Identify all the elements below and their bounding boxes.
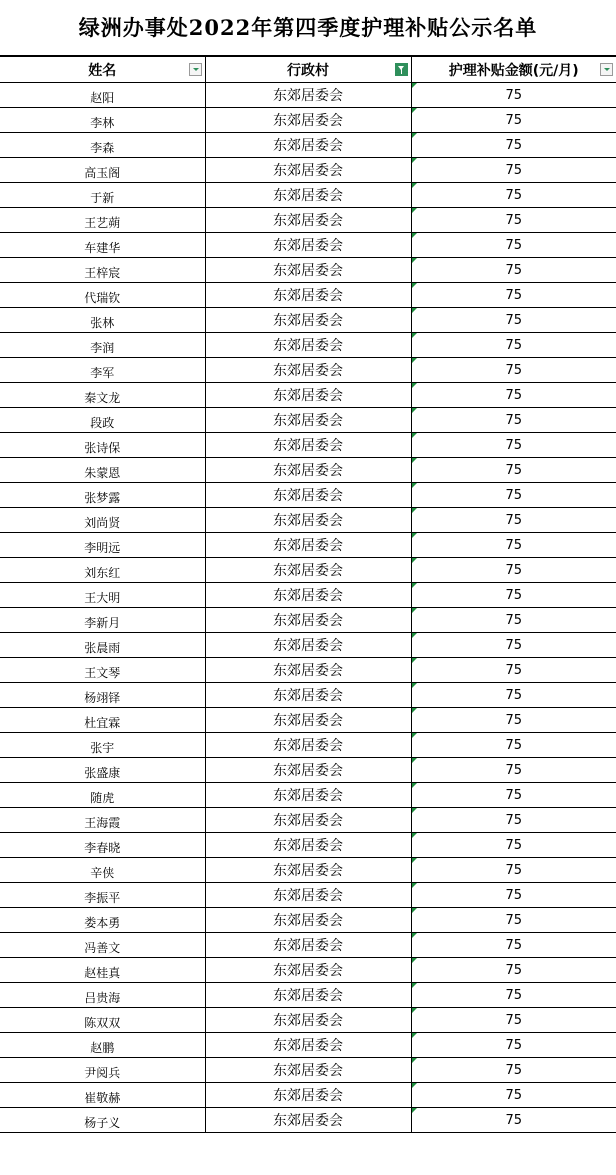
- table-row: [0, 458, 616, 483]
- cell-amount-value: 75: [505, 862, 523, 878]
- table-row: [0, 383, 616, 408]
- cell-village[interactable]: 东郊居委会: [205, 158, 411, 183]
- green-triangle-flag-icon: [412, 833, 417, 838]
- cell-amount-value: 75: [505, 612, 523, 628]
- cell-name[interactable]: 陈双双: [0, 1008, 205, 1033]
- cell-amount[interactable]: [411, 808, 616, 833]
- green-triangle-flag-icon: [412, 908, 417, 913]
- green-triangle-flag-icon: [412, 433, 417, 438]
- cell-name[interactable]: 张梦露: [0, 483, 205, 508]
- cell-village[interactable]: 东郊居委会: [205, 783, 411, 808]
- cell-amount-value: 75: [505, 537, 523, 553]
- cell-amount[interactable]: [411, 483, 616, 508]
- cell-name[interactable]: 张晨雨: [0, 633, 205, 658]
- green-triangle-flag-icon: [412, 283, 417, 288]
- cell-amount-value: 75: [505, 887, 523, 903]
- green-triangle-flag-icon: [412, 658, 417, 663]
- cell-amount[interactable]: [411, 983, 616, 1008]
- table-row: [0, 533, 616, 558]
- header-row: [0, 57, 616, 83]
- table-row: [0, 708, 616, 733]
- cell-name[interactable]: 王大明: [0, 583, 205, 608]
- cell-name[interactable]: 尹阅兵: [0, 1058, 205, 1083]
- cell-name[interactable]: 段政: [0, 408, 205, 433]
- cell-amount-value: 75: [505, 462, 523, 478]
- cell-name[interactable]: 李润: [0, 333, 205, 358]
- cell-amount-value: 75: [505, 412, 523, 428]
- table-row: [0, 1108, 616, 1133]
- table-row: [0, 133, 616, 158]
- cell-village[interactable]: 东郊居委会: [205, 983, 411, 1008]
- cell-name[interactable]: 吕贵海: [0, 983, 205, 1008]
- cell-amount[interactable]: [411, 833, 616, 858]
- green-triangle-flag-icon: [412, 358, 417, 363]
- cell-amount[interactable]: [411, 908, 616, 933]
- table-row: [0, 108, 616, 133]
- green-triangle-flag-icon: [412, 333, 417, 338]
- cell-name[interactable]: 张盛康: [0, 758, 205, 783]
- cell-amount-value: 75: [505, 937, 523, 953]
- cell-amount[interactable]: [411, 258, 616, 283]
- cell-name[interactable]: 赵鹏: [0, 1033, 205, 1058]
- cell-village[interactable]: 东郊居委会: [205, 408, 411, 433]
- cell-amount-value: 75: [505, 837, 523, 853]
- green-triangle-flag-icon: [412, 408, 417, 413]
- cell-village[interactable]: 东郊居委会: [205, 1108, 411, 1133]
- cell-amount[interactable]: [411, 458, 616, 483]
- table-row: [0, 408, 616, 433]
- table-row: [0, 358, 616, 383]
- green-triangle-flag-icon: [412, 683, 417, 688]
- cell-amount[interactable]: [411, 1008, 616, 1033]
- cell-amount[interactable]: [411, 433, 616, 458]
- table-row: [0, 1058, 616, 1083]
- cell-village[interactable]: 东郊居委会: [205, 533, 411, 558]
- green-triangle-flag-icon: [412, 133, 417, 138]
- cell-amount-value: 75: [505, 312, 523, 328]
- table-row: [0, 683, 616, 708]
- cell-amount-value: 75: [505, 362, 523, 378]
- cell-amount-value: 75: [505, 1062, 523, 1078]
- cell-name[interactable]: 赵阳: [0, 83, 205, 108]
- table-row: [0, 233, 616, 258]
- table-row: [0, 1008, 616, 1033]
- cell-name[interactable]: 代瑞钦: [0, 283, 205, 308]
- cell-amount[interactable]: [411, 383, 616, 408]
- cell-amount[interactable]: [411, 233, 616, 258]
- cell-name[interactable]: 王艺蒴: [0, 208, 205, 233]
- cell-amount-value: 75: [505, 212, 523, 228]
- cell-village[interactable]: 东郊居委会: [205, 1033, 411, 1058]
- cell-amount-value: 75: [505, 87, 523, 103]
- cell-village[interactable]: 东郊居委会: [205, 483, 411, 508]
- subsidy-table: [0, 56, 616, 1133]
- cell-amount[interactable]: [411, 108, 616, 133]
- cell-amount-value: 75: [505, 512, 523, 528]
- cell-name[interactable]: 李森: [0, 133, 205, 158]
- table-body: [0, 83, 616, 1133]
- green-triangle-flag-icon: [412, 983, 417, 988]
- green-triangle-flag-icon: [412, 83, 417, 88]
- table-row: [0, 733, 616, 758]
- cell-village[interactable]: 东郊居委会: [205, 383, 411, 408]
- green-triangle-flag-icon: [412, 633, 417, 638]
- green-triangle-flag-icon: [412, 308, 417, 313]
- cell-village[interactable]: 东郊居委会: [205, 1083, 411, 1108]
- cell-amount-value: 75: [505, 637, 523, 653]
- cell-name[interactable]: 张林: [0, 308, 205, 333]
- cell-name[interactable]: 赵桂真: [0, 958, 205, 983]
- cell-amount-value: 75: [505, 587, 523, 603]
- cell-village[interactable]: 东郊居委会: [205, 508, 411, 533]
- cell-name[interactable]: 杨翊铎: [0, 683, 205, 708]
- cell-amount-value: 75: [505, 787, 523, 803]
- cell-name[interactable]: 李振平: [0, 883, 205, 908]
- table-row: [0, 883, 616, 908]
- cell-village[interactable]: 东郊居委会: [205, 1058, 411, 1083]
- green-triangle-flag-icon: [412, 258, 417, 263]
- cell-amount-value: 75: [505, 1037, 523, 1053]
- green-triangle-flag-icon: [412, 108, 417, 113]
- cell-village[interactable]: 东郊居委会: [205, 183, 411, 208]
- cell-amount-value: 75: [505, 437, 523, 453]
- cell-amount[interactable]: [411, 83, 616, 108]
- cell-village[interactable]: 东郊居委会: [205, 758, 411, 783]
- cell-amount-value: 75: [505, 287, 523, 303]
- table-row: [0, 508, 616, 533]
- cell-village[interactable]: 东郊居委会: [205, 333, 411, 358]
- cell-amount-value: 75: [505, 662, 523, 678]
- cell-amount-value: 75: [505, 1087, 523, 1103]
- cell-name[interactable]: 王海霞: [0, 808, 205, 833]
- dropdown-filter-icon[interactable]: [189, 63, 202, 76]
- cell-village[interactable]: 东郊居委会: [205, 108, 411, 133]
- table-row: [0, 958, 616, 983]
- cell-amount[interactable]: [411, 333, 616, 358]
- column-header-name-label: 姓名: [88, 62, 117, 79]
- cell-village[interactable]: 东郊居委会: [205, 658, 411, 683]
- cell-amount[interactable]: [411, 708, 616, 733]
- cell-amount-value: 75: [505, 262, 523, 278]
- table-row: [0, 808, 616, 833]
- green-triangle-flag-icon: [412, 858, 417, 863]
- cell-amount[interactable]: [411, 883, 616, 908]
- table-row: [0, 258, 616, 283]
- cell-village[interactable]: 东郊居委会: [205, 633, 411, 658]
- cell-name[interactable]: 刘尚贤: [0, 508, 205, 533]
- cell-amount[interactable]: [411, 583, 616, 608]
- green-triangle-flag-icon: [412, 583, 417, 588]
- table-row: [0, 308, 616, 333]
- cell-amount[interactable]: [411, 858, 616, 883]
- cell-amount[interactable]: [411, 158, 616, 183]
- cell-name[interactable]: 朱蒙恩: [0, 458, 205, 483]
- cell-amount[interactable]: [411, 958, 616, 983]
- cell-amount[interactable]: [411, 933, 616, 958]
- active-filter-icon[interactable]: [395, 63, 408, 76]
- cell-amount[interactable]: [411, 183, 616, 208]
- cell-village[interactable]: 东郊居委会: [205, 458, 411, 483]
- table-row: [0, 758, 616, 783]
- cell-amount[interactable]: [411, 308, 616, 333]
- cell-amount-value: 75: [505, 562, 523, 578]
- cell-village[interactable]: 东郊居委会: [205, 283, 411, 308]
- table-row: [0, 933, 616, 958]
- cell-name[interactable]: 杜宜霖: [0, 708, 205, 733]
- green-triangle-flag-icon: [412, 783, 417, 788]
- cell-amount[interactable]: [411, 208, 616, 233]
- cell-village[interactable]: 东郊居委会: [205, 83, 411, 108]
- column-header-village-label: 行政村: [287, 62, 329, 79]
- green-triangle-flag-icon: [412, 933, 417, 938]
- green-triangle-flag-icon: [412, 508, 417, 513]
- cell-village[interactable]: 东郊居委会: [205, 908, 411, 933]
- table-row: [0, 858, 616, 883]
- cell-name[interactable]: 王梓宸: [0, 258, 205, 283]
- green-triangle-flag-icon: [412, 608, 417, 613]
- table-row: [0, 208, 616, 233]
- cell-amount[interactable]: [411, 633, 616, 658]
- green-triangle-flag-icon: [412, 208, 417, 213]
- cell-amount-value: 75: [505, 687, 523, 703]
- cell-name[interactable]: 刘东红: [0, 558, 205, 583]
- cell-amount[interactable]: [411, 1108, 616, 1133]
- table-row: [0, 283, 616, 308]
- table-row: [0, 158, 616, 183]
- cell-amount-value: 75: [505, 762, 523, 778]
- table-row: [0, 483, 616, 508]
- table-row: [0, 908, 616, 933]
- green-triangle-flag-icon: [412, 483, 417, 488]
- cell-name[interactable]: 辛侠: [0, 858, 205, 883]
- cell-amount-value: 75: [505, 237, 523, 253]
- cell-village[interactable]: 东郊居委会: [205, 883, 411, 908]
- table-row: [0, 983, 616, 1008]
- cell-amount-value: 75: [505, 812, 523, 828]
- cell-village[interactable]: 东郊居委会: [205, 708, 411, 733]
- cell-name[interactable]: 李军: [0, 358, 205, 383]
- green-triangle-flag-icon: [412, 733, 417, 738]
- cell-village[interactable]: 东郊居委会: [205, 833, 411, 858]
- green-triangle-flag-icon: [412, 808, 417, 813]
- table-row: [0, 333, 616, 358]
- column-header-amount[interactable]: [411, 57, 616, 83]
- cell-village[interactable]: 东郊居委会: [205, 233, 411, 258]
- cell-amount-value: 75: [505, 912, 523, 928]
- table-row: [0, 433, 616, 458]
- cell-village[interactable]: 东郊居委会: [205, 958, 411, 983]
- cell-amount-value: 75: [505, 987, 523, 1003]
- cell-name[interactable]: 李明远: [0, 533, 205, 558]
- dropdown-filter-icon[interactable]: [600, 63, 613, 76]
- cell-amount[interactable]: [411, 283, 616, 308]
- cell-name[interactable]: 娄本勇: [0, 908, 205, 933]
- cell-village[interactable]: 东郊居委会: [205, 608, 411, 633]
- column-header-village[interactable]: [205, 57, 411, 83]
- cell-village[interactable]: 东郊居委会: [205, 808, 411, 833]
- green-triangle-flag-icon: [412, 1058, 417, 1063]
- cell-name[interactable]: 李新月: [0, 608, 205, 633]
- column-header-name[interactable]: [0, 57, 205, 83]
- cell-village[interactable]: 东郊居委会: [205, 133, 411, 158]
- cell-amount-value: 75: [505, 187, 523, 203]
- table-row: [0, 558, 616, 583]
- cell-amount-value: 75: [505, 387, 523, 403]
- cell-name[interactable]: 高玉阁: [0, 158, 205, 183]
- cell-name[interactable]: 于新: [0, 183, 205, 208]
- cell-village[interactable]: 东郊居委会: [205, 258, 411, 283]
- cell-amount-value: 75: [505, 162, 523, 178]
- cell-amount[interactable]: [411, 533, 616, 558]
- cell-name[interactable]: 冯善文: [0, 933, 205, 958]
- table-row: [0, 833, 616, 858]
- sheet-title: 绿洲办事处2022年第四季度护理补贴公示名单: [0, 0, 616, 56]
- green-triangle-flag-icon: [412, 558, 417, 563]
- table-row: [0, 183, 616, 208]
- green-triangle-flag-icon: [412, 458, 417, 463]
- green-triangle-flag-icon: [412, 158, 417, 163]
- green-triangle-flag-icon: [412, 383, 417, 388]
- column-header-amount-label: 护理补贴金额(元/月): [448, 62, 579, 79]
- cell-amount[interactable]: [411, 608, 616, 633]
- green-triangle-flag-icon: [412, 533, 417, 538]
- cell-amount-value: 75: [505, 137, 523, 153]
- cell-name[interactable]: 张诗保: [0, 433, 205, 458]
- cell-village[interactable]: 东郊居委会: [205, 683, 411, 708]
- cell-village[interactable]: 东郊居委会: [205, 583, 411, 608]
- table-row: [0, 1033, 616, 1058]
- cell-amount-value: 75: [505, 487, 523, 503]
- table-row: [0, 583, 616, 608]
- cell-village[interactable]: 东郊居委会: [205, 358, 411, 383]
- cell-name[interactable]: 李林: [0, 108, 205, 133]
- green-triangle-flag-icon: [412, 883, 417, 888]
- cell-amount[interactable]: [411, 508, 616, 533]
- cell-name[interactable]: 杨子义: [0, 1108, 205, 1133]
- cell-amount[interactable]: [411, 133, 616, 158]
- cell-village[interactable]: 东郊居委会: [205, 733, 411, 758]
- cell-amount[interactable]: [411, 683, 616, 708]
- cell-village[interactable]: 东郊居委会: [205, 1008, 411, 1033]
- cell-amount[interactable]: [411, 558, 616, 583]
- cell-amount-value: 75: [505, 712, 523, 728]
- cell-village[interactable]: 东郊居委会: [205, 208, 411, 233]
- cell-amount[interactable]: [411, 783, 616, 808]
- cell-village[interactable]: 东郊居委会: [205, 858, 411, 883]
- green-triangle-flag-icon: [412, 233, 417, 238]
- cell-amount[interactable]: [411, 658, 616, 683]
- table-row: [0, 633, 616, 658]
- cell-village[interactable]: 东郊居委会: [205, 308, 411, 333]
- cell-name[interactable]: 李春晓: [0, 833, 205, 858]
- table-row: [0, 83, 616, 108]
- cell-name[interactable]: 秦文龙: [0, 383, 205, 408]
- cell-name[interactable]: 张宇: [0, 733, 205, 758]
- table-row: [0, 608, 616, 633]
- cell-village[interactable]: 东郊居委会: [205, 558, 411, 583]
- cell-amount[interactable]: [411, 1033, 616, 1058]
- green-triangle-flag-icon: [412, 1083, 417, 1088]
- cell-amount-value: 75: [505, 962, 523, 978]
- cell-village[interactable]: 东郊居委会: [205, 933, 411, 958]
- cell-amount-value: 75: [505, 1012, 523, 1028]
- green-triangle-flag-icon: [412, 1108, 417, 1113]
- cell-amount[interactable]: [411, 1083, 616, 1108]
- cell-amount-value: 75: [505, 737, 523, 753]
- cell-amount[interactable]: [411, 1058, 616, 1083]
- cell-name[interactable]: 崔敬赫: [0, 1083, 205, 1108]
- cell-village[interactable]: 东郊居委会: [205, 433, 411, 458]
- cell-amount-value: 75: [505, 337, 523, 353]
- green-triangle-flag-icon: [412, 1033, 417, 1038]
- cell-amount[interactable]: [411, 758, 616, 783]
- cell-amount[interactable]: [411, 733, 616, 758]
- green-triangle-flag-icon: [412, 758, 417, 763]
- green-triangle-flag-icon: [412, 708, 417, 713]
- table-row: [0, 783, 616, 808]
- cell-amount[interactable]: [411, 408, 616, 433]
- green-triangle-flag-icon: [412, 183, 417, 188]
- cell-amount-value: 75: [505, 112, 523, 128]
- cell-name[interactable]: 车建华: [0, 233, 205, 258]
- green-triangle-flag-icon: [412, 1008, 417, 1013]
- green-triangle-flag-icon: [412, 958, 417, 963]
- table-row: [0, 658, 616, 683]
- cell-amount-value: 75: [505, 1112, 523, 1128]
- cell-name[interactable]: 随虎: [0, 783, 205, 808]
- cell-name[interactable]: 王文琴: [0, 658, 205, 683]
- cell-amount[interactable]: [411, 358, 616, 383]
- table-row: [0, 1083, 616, 1108]
